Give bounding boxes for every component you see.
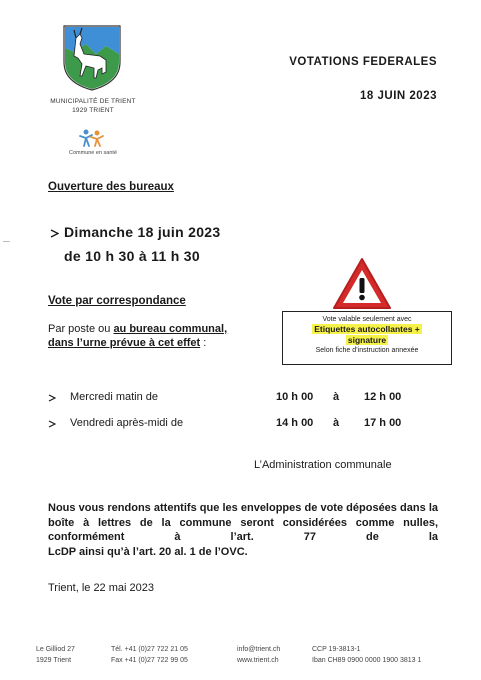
correspondence-line2	[48, 336, 278, 350]
schedule-to-word: à	[333, 417, 340, 429]
schedule-label: Vendredi après-midi de	[70, 417, 184, 429]
place-date: Trient, le 22 mai 2023	[48, 582, 154, 594]
schedule-to: 12 h 00	[364, 391, 402, 403]
footer-address-line2: 1929 Trient	[36, 657, 72, 664]
correspondence-line2-suffix: :	[200, 337, 207, 349]
footer-fax: Fax +41 (0)27 722 99 05	[111, 657, 188, 664]
footer-tel: Tél. +41 (0)27 722 21 05	[111, 646, 188, 653]
correspondence-heading: Vote par correspondance	[48, 295, 186, 307]
validity-notice-highlight-1: Etiquettes autocollantes +	[314, 324, 420, 334]
municipality-name-line2: 1929 TRIENT	[72, 106, 114, 114]
validity-notice-top: Vote valable seulement avec	[322, 316, 412, 323]
arrowhead-bullet-icon	[48, 394, 56, 402]
footer-iban: Iban CH89 0900 0000 1900 3813 1	[312, 657, 422, 664]
document-title: VOTATIONS FEDERALES	[289, 56, 437, 68]
footer-address	[36, 644, 75, 666]
footer-address-line1: Le Gilliod 27	[36, 646, 75, 653]
schedule-to-word: à	[333, 391, 340, 403]
footer-web: www.trient.ch	[237, 657, 279, 664]
arrowhead-bullet-icon	[48, 420, 56, 428]
footer-ccp: CCP 19-3813-1	[312, 646, 361, 653]
schedule-from: 14 h 00	[276, 417, 314, 429]
arrowhead-bullet-icon	[50, 229, 59, 238]
notice-last-line: LcDP ainsi qu’à l’art. 20 al. 1 de l’OVC.	[48, 545, 248, 558]
validity-notice-bottom: Selon fiche d’instruction annexée	[315, 347, 419, 354]
correspondence-line1-emph: au bureau communal,	[113, 323, 228, 335]
footer-contact	[237, 644, 280, 666]
municipality-name	[40, 98, 146, 115]
administration-signature: L’Administration communale	[254, 459, 392, 471]
footer-phone	[111, 644, 188, 666]
schedule-to: 17 h 00	[364, 417, 402, 429]
municipality-crest-icon	[62, 24, 122, 92]
warning-triangle-icon	[331, 256, 393, 312]
correspondence-line2-emph: dans l’urne prévue à cet effet	[48, 337, 201, 349]
notice-body: Nous vous rendons attentifs que les enveloppes de vote déposées dans la boîte à lettres de la commune seront considérées comme nulles, conformément à l’art. 77 de la	[48, 502, 438, 543]
footer-email: info@trient.ch	[237, 646, 281, 653]
opening-day: Dimanche 18 juin 2023	[64, 224, 221, 240]
commune-en-sante-logo-icon	[78, 128, 104, 148]
correspondence-text	[48, 322, 278, 350]
correspondence-line1-prefix: Par poste ou	[48, 323, 114, 335]
document-date: 18 JUIN 2023	[360, 90, 437, 102]
opening-heading: Ouverture des bureaux	[48, 181, 174, 193]
schedule-from: 10 h 00	[276, 391, 314, 403]
footer-bank	[312, 644, 421, 666]
municipality-name-line1: MUNICIPALITÉ DE TRIENT	[50, 98, 136, 105]
commune-en-sante-label: Commune en santé	[69, 150, 117, 156]
validity-notice-box	[282, 311, 452, 365]
margin-mark	[3, 241, 10, 242]
schedule-label: Mercredi matin de	[70, 391, 159, 403]
validity-notice-highlight-2: signature	[347, 335, 387, 345]
opening-hours: de 10 h 30 à 11 h 30	[64, 248, 200, 264]
correspondence-line1	[48, 322, 278, 336]
notice-paragraph	[48, 501, 438, 559]
